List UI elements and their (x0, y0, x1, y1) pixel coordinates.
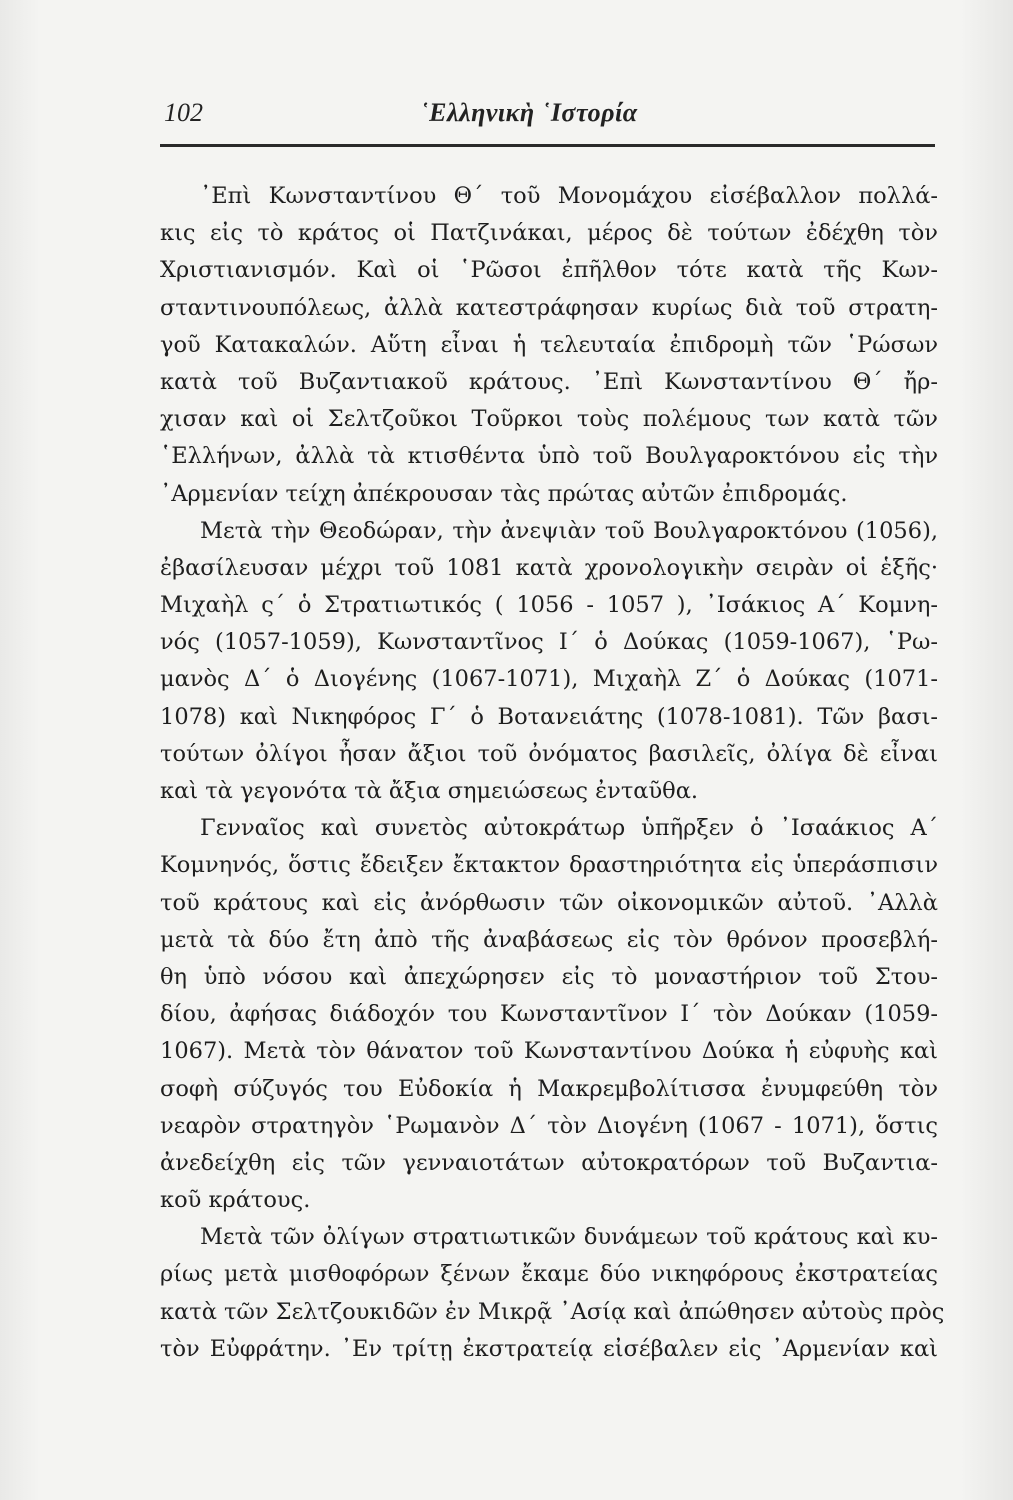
paragraph-1-line: ῾Ελλήνων, ἀλλὰ τὰ κτισθέντα ὑπὸ τοῦ Βουλγαροκτόνου εἰς τὴν (160, 443, 938, 470)
paragraph-1-line: κατὰ τοῦ Βυζαντιακοῦ κράτους. ᾿Επὶ Κωνσταντίνου Θ΄ ἤρ- (160, 368, 938, 395)
paragraph-2-line: Μετὰ τὴν Θεοδώραν, τὴν ἀνεψιὰν τοῦ Βουλγαροκτόνου (1056), (200, 517, 938, 544)
paragraph-2-line: μανὸς Δ΄ ὁ Διογένης (1067-1071), Μιχαὴλ Ζ΄ ὁ Δούκας (1071- (160, 666, 938, 693)
header-rule (160, 144, 935, 147)
paragraph-3-line: μετὰ τὰ δύο ἔτη ἀπὸ τῆς ἀναβάσεως εἰς τὸν θρόνον προσεβλή- (160, 926, 938, 953)
paragraph-2-line: ἐβασίλευσαν μέχρι τοῦ 1081 κατὰ χρονολογικὴν σειρὰν οἱ ἑξῆς· (160, 554, 938, 581)
paragraph-1-line: σταντινουπόλεως, ἀλλὰ κατεστράφησαν κυρίως διὰ τοῦ στρατη- (160, 294, 938, 321)
paragraph-2-line: Μιχαὴλ ς΄ ὁ Στρατιωτικός ( 1056 - 1057 ), ᾿Ισάκιος Α΄ Κομνη- (160, 592, 938, 619)
paragraph-3-line: Γενναῖος καὶ συνετὸς αὐτοκράτωρ ὑπῆρξεν ὁ ᾿Ισαάκιος Α΄ (200, 815, 938, 842)
paragraph-2-line: τούτων ὀλίγοι ἦσαν ἄξιοι τοῦ ὀνόματος βασιλεῖς, ὀλίγα δὲ εἶναι (160, 740, 938, 767)
paragraph-3-line: δίου, ἀφήσας διάδοχόν του Κωνσταντῖνον Ι΄ τὸν Δούκαν (1059- (160, 1001, 938, 1028)
running-head (160, 98, 935, 138)
paragraph-1-line: ᾿Επὶ Κωνσταντίνου Θ΄ τοῦ Μονομάχου εἰσέβαλλον πολλά- (200, 183, 938, 209)
paragraph-4-line: Μετὰ τῶν ὀλίγων στρατιωτικῶν δυνάμεων τοῦ κράτους καὶ κυ- (200, 1224, 938, 1251)
paragraph-3-line: Κομνηνός, ὅστις ἔδειξεν ἔκτακτον δραστηριότητα εἰς ὑπεράσπισιν (160, 852, 938, 879)
paragraph-3-line: τοῦ κράτους καὶ εἰς ἀνόρθωσιν τῶν οἰκονομικῶν αὐτοῦ. ᾿Αλλὰ (160, 889, 938, 916)
paragraph-2-line: 1078) καὶ Νικηφόρος Γ΄ ὁ Βοτανειάτης (1078-1081). Τῶν βασι- (160, 703, 938, 730)
paragraph-3-line: 1067). Μετὰ τὸν θάνατον τοῦ Κωνσταντίνου Δούκα ἡ εὐφυὴς καὶ (160, 1038, 938, 1065)
paragraph-4-line: ρίως μετὰ μισθοφόρων ξένων ἔκαμε δύο νικηφόρους ἐκστρατείας (160, 1261, 938, 1288)
running-title: ῾Ελληνικὴ ῾Ιστορία (420, 98, 638, 127)
paragraph-2-line: νός (1057-1059), Κωνσταντῖνος Ι΄ ὁ Δούκας (1059-1067), ῾Ρω- (160, 629, 938, 656)
paragraph-4-line: κατὰ τῶν Σελτζουκιδῶν ἐν Μικρᾷ ᾿Ασίᾳ καὶ ἀπώθησεν αὐτοὺς πρὸς (160, 1298, 945, 1325)
paragraph-3-line: θη ὑπὸ νόσου καὶ ἀπεχώρησεν εἰς τὸ μοναστήριον τοῦ Στου- (160, 963, 938, 990)
paragraph-3-line: ἀνεδείχθη εἰς τῶν γενναιοτάτων αὐτοκρατόρων τοῦ Βυζαντια- (160, 1149, 938, 1176)
paragraph-1-line: γοῦ Κατακαλών. Αὕτη εἶναι ἡ τελευταία ἐπιδρομὴ τῶν ῾Ρώσων (160, 331, 938, 358)
page-number: 102 (164, 98, 203, 127)
paragraph-4-line: τὸν Εὐφράτην. ᾿Εν τρίτῃ ἐκστρατείᾳ εἰσέβαλεν εἰς ᾿Αρμενίαν καὶ (160, 1335, 938, 1362)
paragraph-1-line: χισαν καὶ οἱ Σελτζοῦκοι Τοῦρκοι τοὺς πολέμους των κατὰ τῶν (160, 406, 938, 433)
paragraph-3-line: σοφὴ σύζυγός του Εὐδοκία ἡ Μακρεμβολίτισσα ἐνυμφεύθη τὸν (160, 1075, 938, 1102)
paragraph-1-line: ᾿Αρμενίαν τείχη ἀπέκρουσαν τὰς πρώτας αὐτῶν ἐπιδρομάς. (160, 480, 848, 507)
paragraph-1-line: Χριστιανισμόν. Καὶ οἱ ῾Ρῶσοι ἐπῆλθον τότε κατὰ τῆς Κων- (160, 257, 938, 284)
paragraph-2-line: καὶ τὰ γεγονότα τὰ ἄξια σημειώσεως ἐνταῦθα. (160, 778, 699, 804)
body-text (160, 178, 945, 1368)
paragraph-3-line: κοῦ κράτους. (160, 1187, 311, 1214)
paragraph-1-line: κις εἰς τὸ κράτος οἱ Πατζινάκαι, μέρος δὲ τούτων ἐδέχθη τὸν (160, 220, 938, 247)
paragraph-3-line: νεαρὸν στρατηγὸν ῾Ρωμανὸν Δ΄ τὸν Διογένη (1067 - 1071), ὅστις (160, 1112, 938, 1139)
